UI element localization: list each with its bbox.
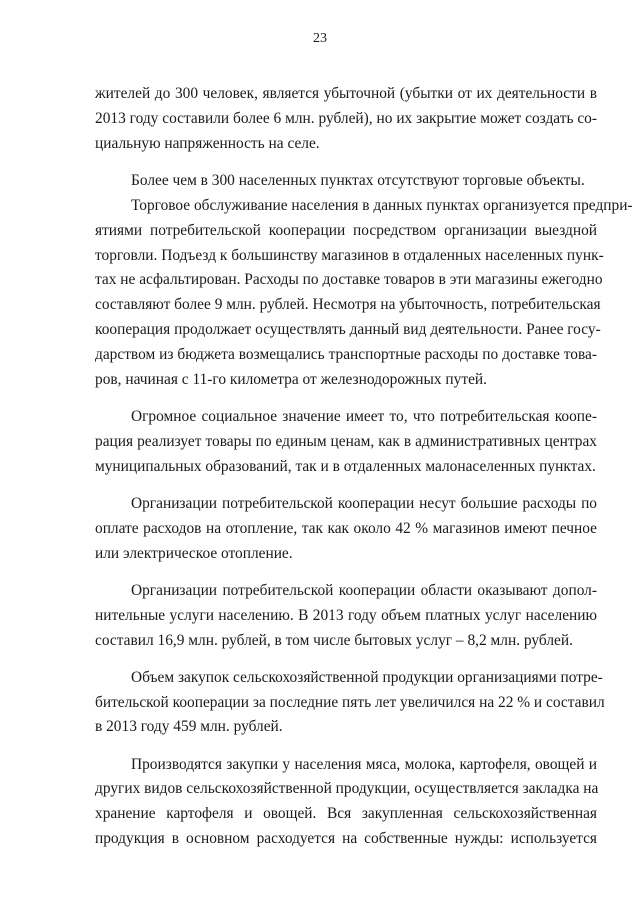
paragraph	[95, 753, 597, 853]
text-line: составляют более 9 млн. рублей. Несмотря на убыточность, потребительская	[95, 296, 601, 314]
text-line: Торговое обслуживание населения в данных пунктах организуется предпри-	[131, 196, 633, 214]
paragraph	[95, 579, 597, 654]
text-line: оплате расходов на отопление, так как около 42 % магазинов имеют печное	[95, 519, 597, 537]
text-line: 2013 году составили более 6 млн. рублей), но их закрытие может создать со-	[95, 109, 597, 127]
text-line: муниципальных образований, так и в отдаленных малонаселенных пунктах.	[95, 457, 596, 475]
text-line: торговли. Подъезд к большинству магазинов в отдаленных населенных пунк-	[95, 246, 604, 264]
text-line: Более чем в 300 населенных пунктах отсутствуют торговые объекты.	[131, 171, 585, 189]
text-line: Организации потребительской кооперации несут большие расходы по	[131, 494, 597, 512]
text-line: хранение картофеля и овощей. Вся закупленная сельскохозяйственная	[95, 805, 597, 823]
text-line: кооперация продолжает осуществлять данный вид деятельности. Ранее госу-	[95, 321, 601, 339]
page-number: 23	[313, 31, 327, 46]
text-line: ятиями потребительской кооперации посредством организации выездной	[95, 221, 597, 239]
text-line: в 2013 году 459 млн. рублей.	[95, 718, 283, 736]
text-line: бительской кооперации за последние пять лет увеличился на 22 % и составил	[95, 693, 605, 711]
text-line: продукция в основном расходуется на собственные нужды: используется	[95, 830, 597, 848]
paragraph	[95, 82, 597, 157]
text-line: Объем закупок сельскохозяйственной продукции организациями потре-	[131, 668, 603, 686]
text-line: жителей до 300 человек, является убыточной (убытки от их деятельности в	[95, 85, 597, 102]
text-line: других видов сельскохозяйственной продукции, осуществляется закладка на	[95, 780, 599, 798]
paragraph	[95, 666, 605, 741]
text-line: составил 16,9 млн. рублей, в том числе бытовых услуг – 8,2 млн. рублей.	[95, 631, 573, 649]
text-line: рация реализует товары по единым ценам, как в административных центрах	[95, 432, 597, 450]
text-line: циальную напряженность на селе.	[95, 134, 320, 152]
paragraph	[95, 169, 633, 393]
text-line: ров, начиная с 11-го километра от железнодорожных путей.	[95, 370, 487, 388]
text-line: тах не асфальтирован. Расходы по доставке товаров в эти магазины ежегодно	[95, 271, 603, 289]
text-line: дарством из бюджета возмещались транспортные расходы по доставке това-	[95, 346, 597, 364]
document-body	[95, 82, 633, 852]
text-line: Производятся закупки у населения мяса, молока, картофеля, овощей и	[131, 755, 597, 773]
paragraph	[95, 492, 597, 567]
paragraph	[95, 405, 597, 480]
text-line: или электрическое отопление.	[95, 544, 293, 562]
text-line: Огромное социальное значение имеет то, что потребительская коопе-	[131, 408, 597, 426]
text-line: нительные услуги населению. В 2013 году объем платных услуг населению	[95, 606, 597, 624]
text-line: Организации потребительской кооперации области оказывают допол-	[131, 581, 597, 599]
